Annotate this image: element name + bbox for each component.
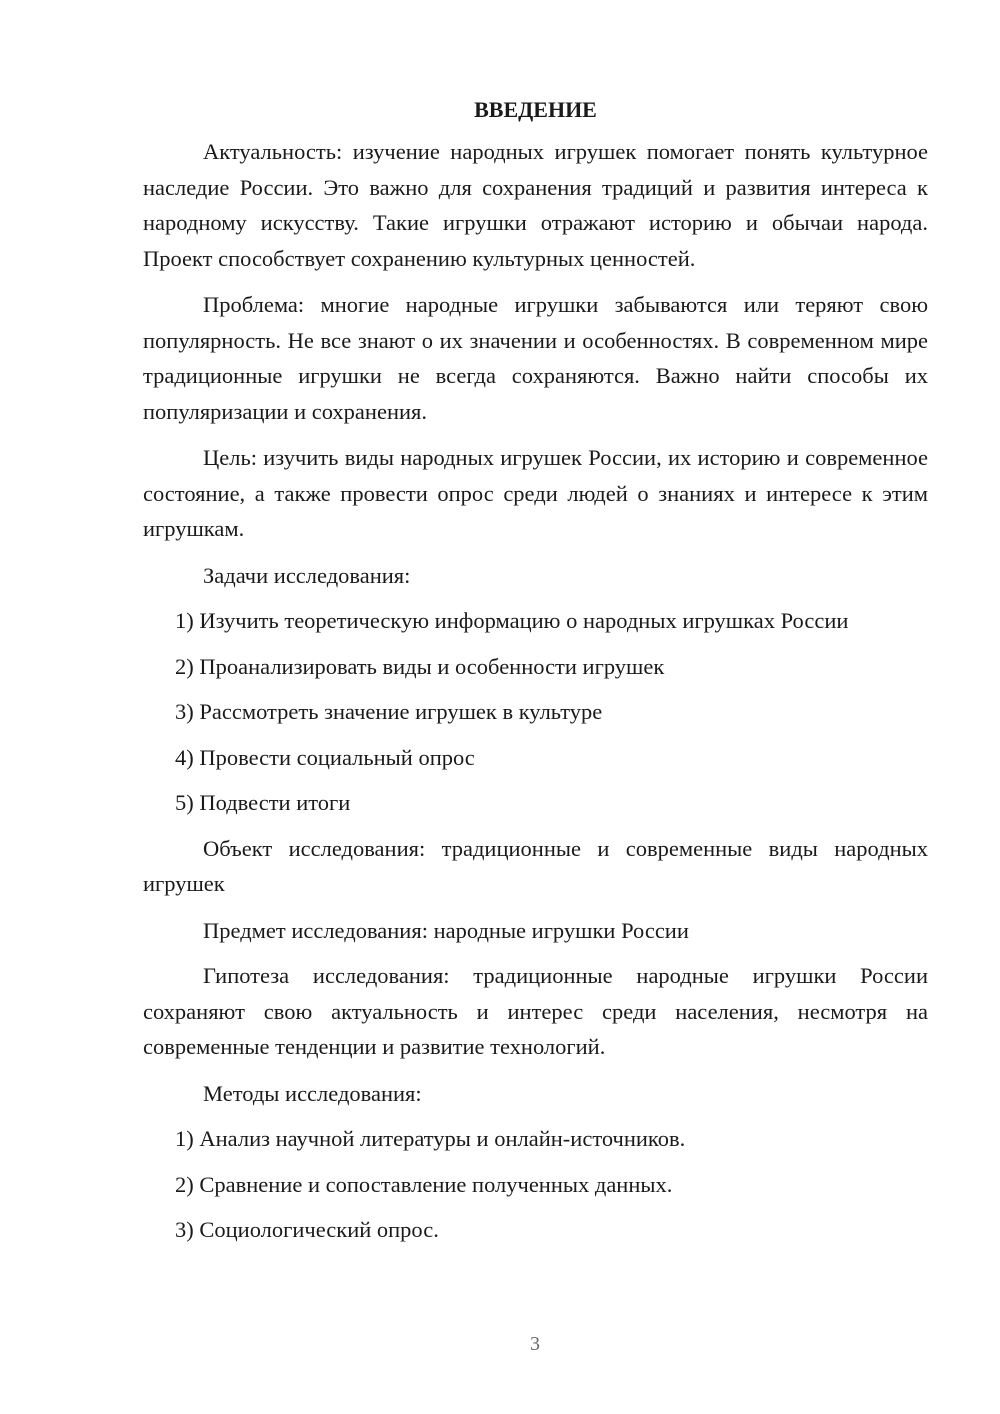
tasks-label: Задачи исследования: bbox=[203, 562, 411, 588]
list-item: 3) Рассмотреть значение игрушек в культуре bbox=[175, 699, 603, 724]
tasks-list bbox=[143, 603, 928, 821]
paragraph-object: Объект исследования: традиционные и современные виды народных игрушек bbox=[143, 835, 928, 896]
list-item: 2) Проанализировать виды и особенности игрушек bbox=[175, 653, 665, 679]
paragraph-relevance: Актуальность: изучение народных игрушек помогает понять культурное наследие России. Это важно для сохранения традиций и развития интереса к народному искусству. Такие игрушки отражают историю и обычаи народа. Проект способствует сохранению культурных ценностей. bbox=[143, 139, 928, 271]
list-item: 4) Провести социальный опрос bbox=[175, 744, 475, 770]
list-item: 2) Сравнение и сопоставление полученных данных. bbox=[175, 1171, 673, 1197]
paragraph-subject: Предмет исследования: народные игрушки России bbox=[203, 917, 689, 943]
paragraph-hypothesis: Гипотеза исследования: традиционные народные игрушки России сохраняют свою актуальность и интерес среди населения, несмотря на современные тенденции и развитие технологий. bbox=[143, 963, 928, 1059]
paragraph-goal: Цель: изучить виды народных игрушек России, их историю и современное состояние, а также провести опрос среди людей о знаниях и интересе к этим игрушкам. bbox=[143, 445, 928, 541]
document-page bbox=[143, 92, 928, 1258]
methods-list bbox=[143, 1121, 928, 1248]
list-item: 5) Подвести итоги bbox=[175, 790, 351, 815]
section-heading: ВВЕДЕНИЕ bbox=[474, 97, 597, 122]
list-item: 1) Изучить теоретическую информацию о народных игрушках России bbox=[175, 608, 849, 633]
methods-label: Методы исследования: bbox=[203, 1080, 422, 1106]
paragraph-problem: Проблема: многие народные игрушки забываются или теряют свою популярность. Не все знают о их значении и особенностях. В современном мире традиционные игрушки не всегда сохраняются. Важно найти способы их популяризации и сохранения. bbox=[143, 292, 928, 424]
list-item: 3) Социологический опрос. bbox=[175, 1217, 439, 1242]
list-item: 1) Анализ научной литературы и онлайн-источников. bbox=[175, 1126, 686, 1151]
page-number: 3 bbox=[530, 1333, 540, 1355]
